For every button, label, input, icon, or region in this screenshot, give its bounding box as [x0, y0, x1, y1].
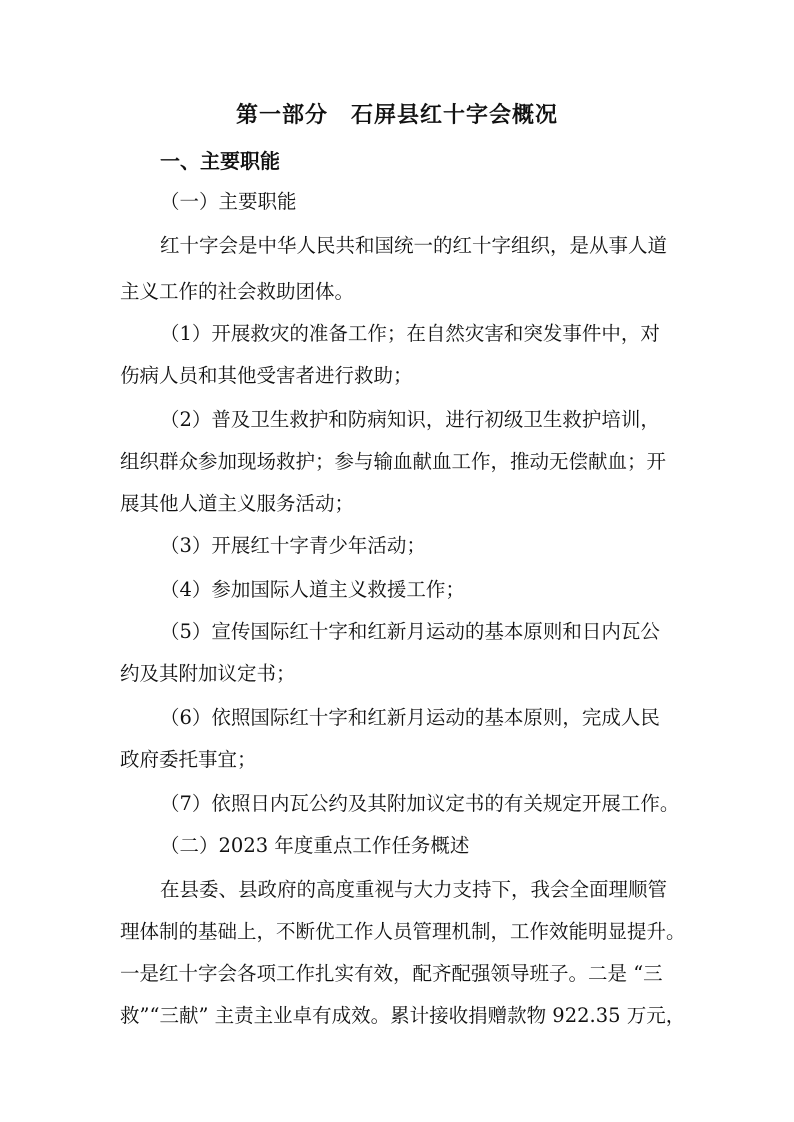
function-item-line: （1）开展救灾的准备工作；在自然灾害和突发事件中，对 [160, 322, 660, 345]
function-item-line: （4）参加国际人道主义救援工作； [160, 578, 465, 601]
function-item-line: 展其他人道主义服务活动； [120, 492, 355, 515]
page-title: 第一部分 石屏县红十字会概况 [235, 103, 558, 128]
function-item-line: 政府委托事宜； [120, 748, 257, 771]
summary-paragraph-line: 一是红十字会各项工作扎实有效，配齐配强领导班子。二是 “三 [120, 962, 663, 985]
section-heading-main-functions: 一、主要职能 [160, 149, 280, 173]
summary-paragraph-line: 在县委、县政府的高度重视与大力支持下，我会全面理顺管 [160, 878, 668, 901]
function-item-line: 组织群众参加现场救护；参与输血献血工作，推动无偿献血；开 [120, 450, 667, 473]
function-item-line: （7）依照日内瓦公约及其附加议定书的有关规定开展工作。 [160, 792, 680, 815]
summary-paragraph-line: 理体制的基础上，不断优工作人员管理机制，工作效能明显提升。 [120, 920, 686, 943]
summary-paragraph-line: 救”“三献” 主责主业卓有成效。累计接收捐赠款物 922.35 万元， [120, 1004, 686, 1027]
function-item-line: 约及其附加议定书； [120, 662, 296, 685]
function-item-line: （3）开展红十字青少年活动； [160, 534, 426, 557]
function-item-line: （2）普及卫生救护和防病知识，进行初级卫生救护培训， [160, 408, 660, 431]
subsection-heading-main-functions: （一）主要职能 [160, 190, 297, 213]
function-item-line: （6）依照国际红十字和红新月运动的基本原则，完成人民 [160, 706, 660, 729]
intro-paragraph-line: 主义工作的社会救助团体。 [120, 280, 355, 303]
intro-paragraph-line: 红十字会是中华人民共和国统一的红十字组织，是从事人道 [160, 234, 668, 257]
function-item-line: （5）宣传国际红十字和红新月运动的基本原则和日内瓦公 [160, 620, 660, 643]
function-item-line: 伤病人员和其他受害者进行救助； [120, 364, 413, 387]
subsection-heading-2023-summary: （二）2023 年度重点工作任务概述 [160, 834, 470, 857]
